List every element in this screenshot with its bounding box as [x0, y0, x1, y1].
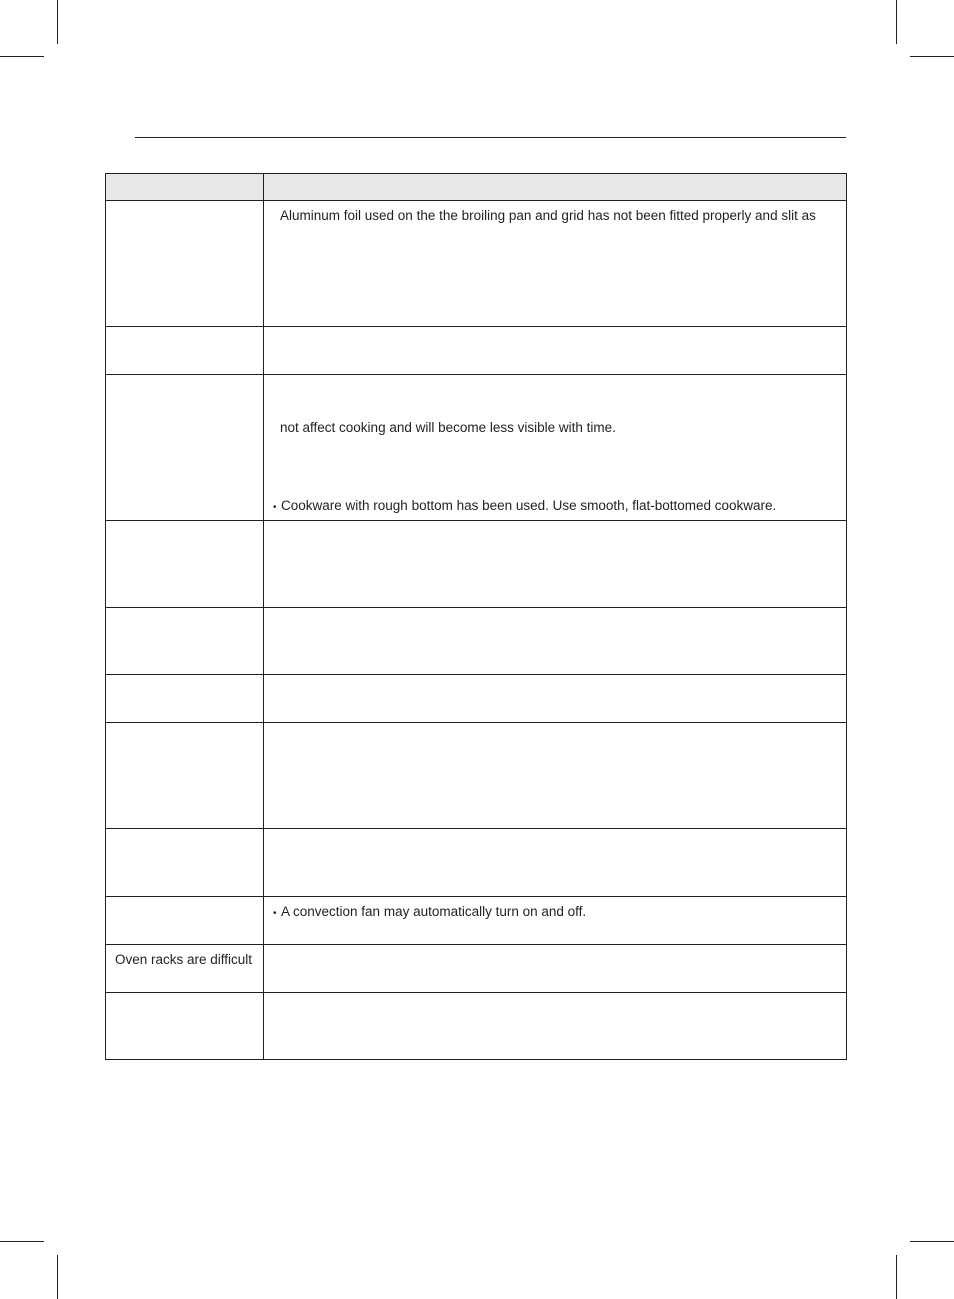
problem-cell — [106, 897, 264, 945]
table-header-row — [106, 174, 847, 201]
table-row — [106, 327, 847, 375]
cause-cell — [264, 327, 847, 375]
problem-cell — [106, 945, 264, 993]
header-rule — [135, 137, 846, 138]
cause-cell — [264, 608, 847, 675]
cause-bullet-line — [273, 498, 776, 516]
crop-mark — [910, 56, 954, 57]
problem-cell — [106, 608, 264, 675]
crop-mark — [57, 1255, 58, 1299]
cause-text: A convection fan may automatically turn on and off. — [281, 904, 587, 919]
table-row — [106, 897, 847, 945]
cause-cell — [264, 675, 847, 723]
cause-cell — [264, 993, 847, 1060]
table-row — [106, 723, 847, 829]
problem-cell — [106, 993, 264, 1060]
table-row — [106, 829, 847, 897]
problem-cell — [106, 201, 264, 327]
crop-mark — [57, 0, 58, 44]
problem-cell — [106, 829, 264, 897]
problem-cell — [106, 375, 264, 521]
cause-cell — [264, 521, 847, 608]
crop-mark — [0, 1241, 44, 1242]
table-row — [106, 945, 847, 993]
problem-cell — [106, 521, 264, 608]
table-row — [106, 521, 847, 608]
table-row — [106, 608, 847, 675]
bullet-icon: • — [273, 908, 277, 919]
problem-cell — [106, 675, 264, 723]
cause-text: not affect cooking and will become less visible with time. — [280, 420, 616, 435]
table-row — [106, 675, 847, 723]
problem-cell — [106, 723, 264, 829]
cause-cell — [264, 945, 847, 993]
cause-cell — [264, 829, 847, 897]
header-cell-cause — [264, 174, 847, 201]
header-cell-problem — [106, 174, 264, 201]
crop-mark — [910, 1241, 954, 1242]
cause-cell — [264, 723, 847, 829]
cause-bullet-line — [273, 904, 586, 922]
crop-mark — [896, 1255, 897, 1299]
crop-mark — [896, 0, 897, 44]
crop-mark — [0, 56, 44, 57]
cause-cell — [264, 201, 847, 327]
cause-cell — [264, 375, 847, 521]
cause-cell — [264, 897, 847, 945]
troubleshooting-table — [105, 173, 847, 1060]
cause-text: Cookware with rough bottom has been used. Use smooth, flat-bottomed cookware. — [281, 498, 777, 513]
problem-text: Oven racks are difficult — [115, 952, 253, 967]
cause-text: Aluminum foil used on the the broiling pan and grid has not been fitted properly and slit as — [280, 208, 816, 223]
table-row — [106, 201, 847, 327]
table-row — [106, 375, 847, 521]
bullet-icon: • — [273, 502, 277, 513]
problem-cell — [106, 327, 264, 375]
table-row — [106, 993, 847, 1060]
